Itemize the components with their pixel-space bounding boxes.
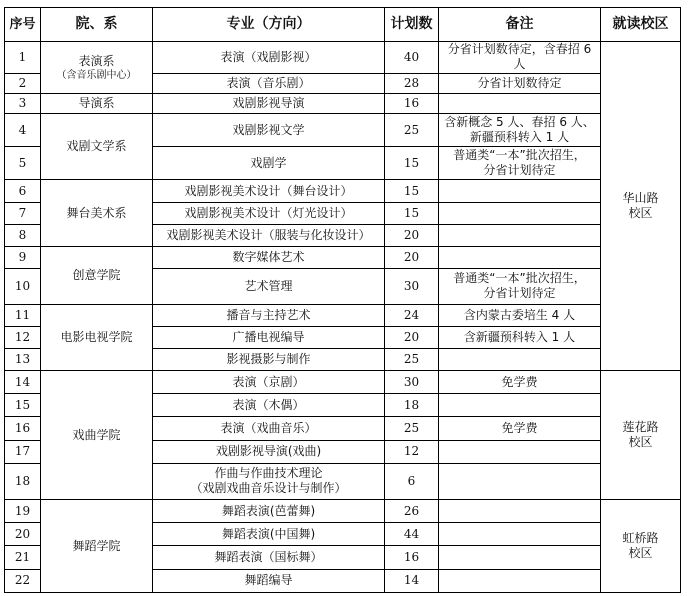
cell-seq: 15: [5, 394, 41, 417]
cell-major: 表演（京剧）: [153, 371, 385, 394]
cell-seq: 11: [5, 304, 41, 326]
school-dance: 舞蹈学院: [41, 500, 153, 593]
cell-seq: 6: [5, 180, 41, 202]
cell-major: 戏剧影视导演: [153, 93, 385, 113]
cell-note: 普通类“一本”批次招生， 分省计划待定: [439, 147, 601, 180]
cell-plan: 15: [385, 147, 439, 180]
cell-seq: 8: [5, 224, 41, 246]
cell-note: [439, 523, 601, 546]
cell-note: [439, 93, 601, 113]
cell-major: 表演（戏曲音乐）: [153, 417, 385, 440]
cell-seq: 9: [5, 247, 41, 269]
cell-note: [439, 440, 601, 463]
school-literature: 戏剧文学系: [41, 113, 153, 180]
cell-plan: 20: [385, 247, 439, 269]
cell-major: 戏剧影视美术设计（服装与化妆设计）: [153, 224, 385, 246]
cell-seq: 12: [5, 326, 41, 348]
cell-major: 数字媒体艺术: [153, 247, 385, 269]
table-row: [5, 93, 681, 113]
header-note: 备注: [439, 8, 601, 42]
campus-hongqiao: 虹桥路 校区: [601, 500, 681, 593]
cell-major: 舞蹈表演(中国舞): [153, 523, 385, 546]
cell-major: 广播电视编导: [153, 326, 385, 348]
cell-seq: 3: [5, 93, 41, 113]
cell-plan: 6: [385, 463, 439, 499]
cell-plan: 26: [385, 500, 439, 523]
cell-major: 戏剧影视导演(戏曲): [153, 440, 385, 463]
cell-major: 舞蹈编导: [153, 569, 385, 592]
cell-seq: 2: [5, 73, 41, 93]
cell-major: 播音与主持艺术: [153, 304, 385, 326]
cell-plan: 44: [385, 523, 439, 546]
cell-major: 表演（戏剧影视）: [153, 42, 385, 73]
school-performance: 表演系 （含音乐剧中心）: [41, 42, 153, 93]
table-header-row: [5, 8, 681, 42]
cell-seq: 22: [5, 569, 41, 592]
cell-seq: 19: [5, 500, 41, 523]
cell-plan: 14: [385, 569, 439, 592]
campus-huashan: 华山路 校区: [601, 42, 681, 371]
cell-major: 戏剧学: [153, 147, 385, 180]
cell-major: 表演（木偶）: [153, 394, 385, 417]
enrollment-plan-table: [4, 7, 681, 593]
cell-seq: 20: [5, 523, 41, 546]
cell-note: 分省计划数待定: [439, 73, 601, 93]
table-row: [5, 113, 681, 146]
school-stage: 舞台美术系: [41, 180, 153, 247]
cell-plan: 40: [385, 42, 439, 73]
cell-plan: 16: [385, 93, 439, 113]
cell-major: 戏剧影视文学: [153, 113, 385, 146]
cell-seq: 4: [5, 113, 41, 146]
header-seq: 序号: [5, 8, 41, 42]
cell-major: 戏剧影视美术设计（舞台设计）: [153, 180, 385, 202]
header-campus: 就读校区: [601, 8, 681, 42]
cell-plan: 28: [385, 73, 439, 93]
cell-major: 艺术管理: [153, 269, 385, 304]
cell-major: 舞蹈表演（国标舞）: [153, 546, 385, 569]
cell-plan: 18: [385, 394, 439, 417]
cell-seq: 7: [5, 202, 41, 224]
cell-seq: 17: [5, 440, 41, 463]
table-row: [5, 371, 681, 394]
cell-seq: 14: [5, 371, 41, 394]
cell-plan: 16: [385, 546, 439, 569]
cell-seq: 16: [5, 417, 41, 440]
cell-plan: 25: [385, 113, 439, 146]
cell-seq: 5: [5, 147, 41, 180]
cell-plan: 30: [385, 371, 439, 394]
table-row: [5, 42, 681, 73]
school-opera: 戏曲学院: [41, 371, 153, 500]
cell-major: 表演（音乐剧）: [153, 73, 385, 93]
cell-plan: 15: [385, 202, 439, 224]
cell-note: 含内蒙古委培生 4 人: [439, 304, 601, 326]
campus-lianhua: 莲花路 校区: [601, 371, 681, 500]
cell-note: 普通类“一本”批次招生， 分省计划待定: [439, 269, 601, 304]
table-row: [5, 500, 681, 523]
cell-major: 影视摄影与制作: [153, 348, 385, 370]
cell-seq: 18: [5, 463, 41, 499]
school-directing: 导演系: [41, 93, 153, 113]
cell-note: [439, 569, 601, 592]
cell-note: 含新概念 5 人、春招 6 人、 新疆预科转入 1 人: [439, 113, 601, 146]
cell-major: 戏剧影视美术设计（灯光设计）: [153, 202, 385, 224]
cell-plan: 30: [385, 269, 439, 304]
cell-seq: 13: [5, 348, 41, 370]
school-film: 电影电视学院: [41, 304, 153, 371]
cell-note: [439, 180, 601, 202]
cell-seq: 21: [5, 546, 41, 569]
cell-note: [439, 202, 601, 224]
cell-plan: 25: [385, 417, 439, 440]
table-row: [5, 180, 681, 202]
cell-note: 免学费: [439, 371, 601, 394]
header-plan: 计划数: [385, 8, 439, 42]
cell-note: [439, 348, 601, 370]
table-row: [5, 247, 681, 269]
cell-major: 舞蹈表演(芭蕾舞): [153, 500, 385, 523]
cell-seq: 10: [5, 269, 41, 304]
cell-note: [439, 546, 601, 569]
cell-plan: 20: [385, 224, 439, 246]
header-major: 专业（方向）: [153, 8, 385, 42]
school-creative: 创意学院: [41, 247, 153, 304]
cell-note: [439, 247, 601, 269]
cell-note: [439, 463, 601, 499]
table-row: [5, 304, 681, 326]
cell-plan: 24: [385, 304, 439, 326]
header-school: 院、系: [41, 8, 153, 42]
cell-major: 作曲与作曲技术理论 （戏剧戏曲音乐设计与制作）: [153, 463, 385, 499]
cell-plan: 12: [385, 440, 439, 463]
cell-note: [439, 394, 601, 417]
cell-note: 分省计划数待定，含春招 6 人: [439, 42, 601, 73]
cell-note: [439, 500, 601, 523]
cell-note: 含新疆预科转入 1 人: [439, 326, 601, 348]
cell-note: 免学费: [439, 417, 601, 440]
cell-plan: 25: [385, 348, 439, 370]
cell-plan: 15: [385, 180, 439, 202]
cell-note: [439, 224, 601, 246]
cell-seq: 1: [5, 42, 41, 73]
cell-plan: 20: [385, 326, 439, 348]
